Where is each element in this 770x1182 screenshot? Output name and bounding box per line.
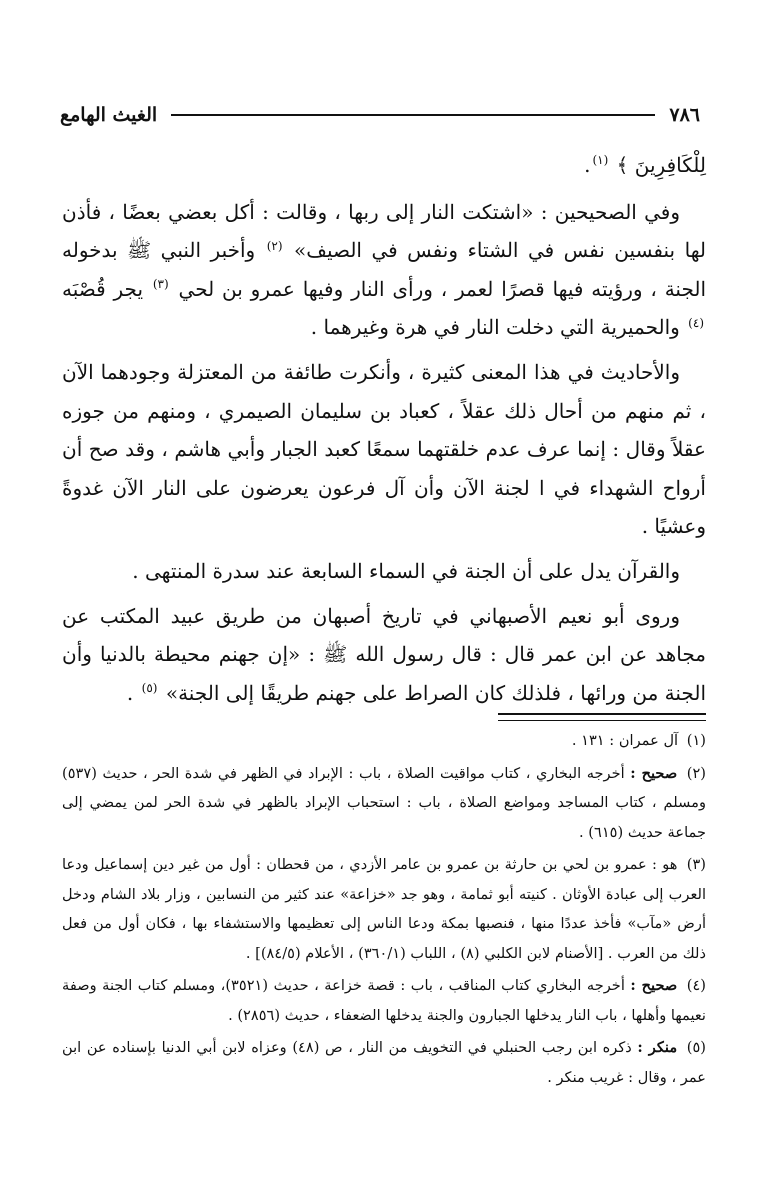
footnote-3 bbox=[62, 850, 706, 968]
footnotes bbox=[62, 726, 706, 1095]
verse-text: لِلْكَافِرِينَ ﴾ bbox=[616, 153, 706, 177]
paragraph-mutazila: والأحاديث في هذا المعنى كثيرة ، وأنكرت طائفة من المعتزلة وجودهما الآن ، ثم منهم من أحال ذلك عقلاً ، كعباد بن سليمان الصيمري ، ومنهم من جوزه عقلاً وقال : إنما عرف عدم خلقتهما سمعًا كعبد الجبار وأبي هاشم ، وقد صح أن أرواح الشهداء في ا لجنة الآن وأن آل فرعون يعرضون على النار الآن غدوةً وعشيًا . bbox=[62, 359, 706, 539]
footnote-2 bbox=[62, 759, 706, 848]
paragraph-text: وروى أبو نعيم الأصبهاني في تاريخ أصبهان من طريق عبيد المكتب عن مجاهد عن ابن عمر قال : قال رسول الله ﷺ : «إن جهنم محيطة بالدنيا وأن الجنة من ورائها ، فلذلك كان الصراط على جهنم طريقًا إلى الجنة» bbox=[62, 603, 706, 705]
paragraph-text: وأخبر النبي ﷺ بدخوله الجنة ، ورؤيته فيها قصرًا لعمر ، ورأى النار وفيها عمرو بن لحي bbox=[62, 238, 707, 301]
footnote-text: أخرجه البخاري ، كتاب مواقيت الصلاة ، باب : الإبراد في الظهر في شدة الحر ، حديث (٥٣٧) ومسلم ، كتاب المساجد ومواضع الصلاة ، باب : استحباب الإبراد بالظهر في شدة الحر لمن يمضي إلى جماعة حديث (٦١٥) . bbox=[62, 764, 706, 841]
footnote-ref-2: (٢) bbox=[266, 238, 283, 253]
footnote-ref-5: (٥) bbox=[141, 681, 158, 696]
paragraph-text: وفي الصحيحين : «اشتكت النار إلى ربها ، وقالت : أكل بعضي بعضًا ، فأذن لها بنفسين نفس في الشتاء ونفس في الصيف» bbox=[62, 199, 707, 263]
footnote-text: ذكره ابن رجب الحنبلي في التخويف من النار ، ص (٤٨) وعزاه لابن أبي الدنيا بإسناده عن ابن عمر ، وقال : غريب منكر . bbox=[62, 1039, 706, 1086]
footnote-text: آل عمران : ١٣١ . bbox=[571, 732, 679, 749]
footnote-ref-3: (٣) bbox=[152, 277, 169, 292]
footnote-number: (١) bbox=[686, 732, 706, 749]
footnote-number: (٤) bbox=[686, 977, 706, 994]
footnote-grade: صحيح : bbox=[630, 977, 678, 994]
footnote-text: هو : عمرو بن لحي بن حارثة بن عمرو بن عامر الأزدي ، من قحطان : أول من غير دين إسماعيل ودعا العرب إلى عبادة الأوثان . كنيته أبو ثمامة ، وهو جد «خزاعة» عند كثير من النسابين ، وزار بلاد الشام ودخل أرض «مآب» فأخذ عددًا منها ، فنصبها بمكة ودعا الناس إلى تعظيمها والاستشفاء بها ، فكان أول من فعل ذلك من العرب . [الأصنام لابن الكلبي (٨) ، اللباب (٣٦٠/١) ، الأعلام (٨٤/٥)] . bbox=[62, 856, 706, 962]
footnote-ref-1: (١) bbox=[592, 153, 609, 168]
footnote-number: (٢) bbox=[686, 764, 706, 782]
verse-period: . bbox=[584, 153, 591, 177]
footnote-number: (٣) bbox=[686, 856, 706, 873]
running-title: الغيث الهامع bbox=[60, 104, 158, 126]
footnote-1 bbox=[62, 726, 706, 756]
footnote-ref-4: (٤) bbox=[688, 315, 704, 330]
page-header bbox=[60, 100, 700, 130]
paragraph-period: . bbox=[126, 680, 134, 705]
footnote-number: (٥) bbox=[686, 1039, 706, 1056]
paragraph-quran: والقرآن يدل على أن الجنة في السماء السابعة عند سدرة المنتهى . bbox=[132, 558, 680, 583]
footnote-grade: منكر : bbox=[637, 1039, 678, 1056]
verse-ending bbox=[62, 146, 706, 185]
footnote-grade: صحيح : bbox=[630, 764, 678, 782]
paragraph-text: والحميرية التي دخلت النار في هرة وغيرهما . bbox=[310, 315, 680, 340]
footnote-5 bbox=[62, 1033, 706, 1092]
header-rule bbox=[171, 114, 655, 116]
footnote-text: أخرجه البخاري كتاب المناقب ، باب : قصة خزاعة ، حديث (٣٥٢١)، ومسلم كتاب الجنة وصفة نعيمها وأهلها ، باب النار يدخلها الجبارون والجنة يدخلها الضعفاء ، حديث (٢٨٥٦) . bbox=[62, 977, 706, 1024]
paragraph-abu-nuaim bbox=[62, 597, 706, 713]
footnote-4 bbox=[62, 971, 706, 1030]
main-text bbox=[62, 146, 706, 712]
page-number: ٧٨٦ bbox=[669, 104, 700, 126]
paragraph-text: يجر قُصْبَه bbox=[62, 276, 144, 301]
paragraph-sahihain bbox=[62, 193, 706, 347]
footnote-separator bbox=[498, 713, 706, 721]
